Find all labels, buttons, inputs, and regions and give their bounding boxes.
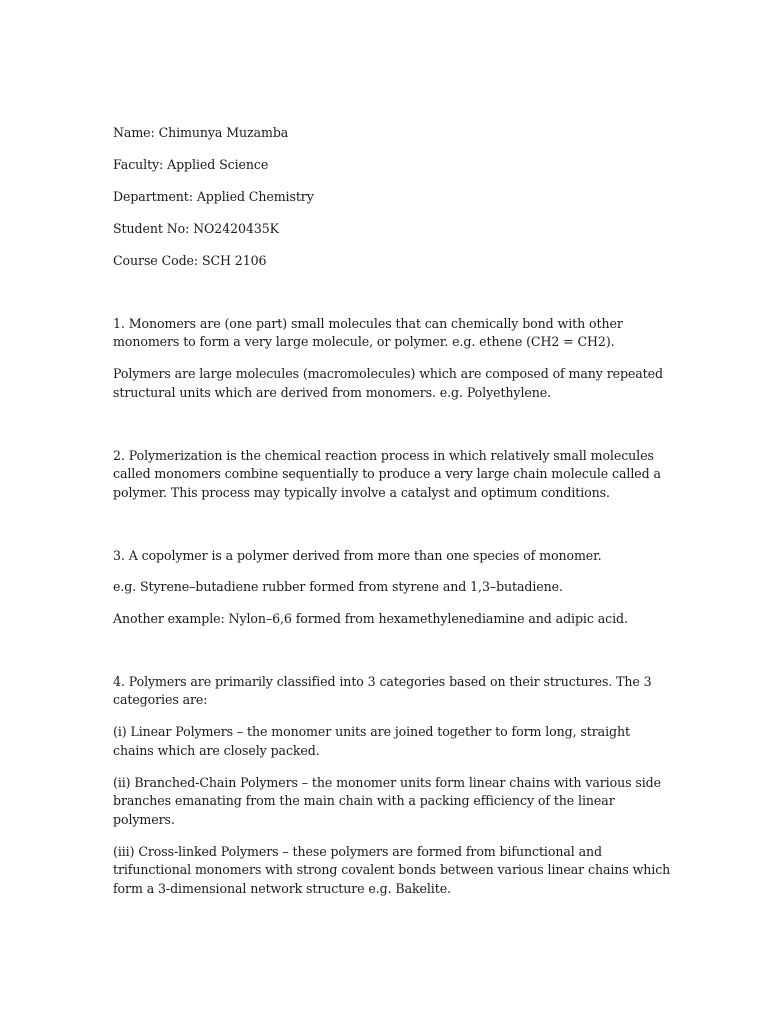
answer-4-section [113, 673, 673, 899]
student-faculty: Faculty: Applied Science [113, 157, 269, 172]
answer-3-example-paragraph: e.g. Styrene–butadiene rubber formed from styrene and 1,3–butadiene. [113, 579, 563, 595]
student-info-block [113, 124, 673, 271]
answer-1-polymers-paragraph: Polymers are large molecules (macromolecules) which are composed of many repeated structural units which are derived from monomers. e.g. Polyethylene. [113, 366, 663, 400]
answer-3-section [113, 547, 673, 629]
answer-2-polymerization-paragraph: 2. Polymerization is the chemical reaction process in which relatively small molecules called monomers combine sequentially to produce a very large chain molecule called a polymer. This process may typically involve a catalyst and optimum conditions. [113, 447, 661, 500]
student-name: Name: Chimunya Muzamba [113, 125, 289, 140]
student-number: Student No: NO2420435K [113, 221, 279, 236]
answer-4-linear-paragraph: (i) Linear Polymers – the monomer units are joined together to form long, straight chains which are closely packed. [113, 724, 630, 758]
answer-4-branched-paragraph: (ii) Branched-Chain Polymers – the monomer units form linear chains with various side branches emanating from the main chain with a packing efficiency of the linear polymers. [113, 774, 661, 827]
answer-1-section [113, 315, 673, 403]
document-body [113, 124, 673, 943]
answer-2-section [113, 447, 673, 503]
answer-1-monomers-paragraph: 1. Monomers are (one part) small molecules that can chemically bond with other monomers to form a very large molecule, or polymer. e.g. ethene (CH2 = CH2). [113, 315, 623, 350]
answer-3-copolymer-paragraph: 3. A copolymer is a polymer derived from more than one species of monomer. [113, 547, 602, 563]
student-department: Department: Applied Chemistry [113, 189, 314, 204]
answer-3-another-example-paragraph: Another example: Nylon–6,6 formed from hexamethylenediamine and adipic acid. [113, 611, 628, 627]
answer-4-crosslinked-paragraph: (iii) Cross-linked Polymers – these polymers are formed from bifunctional and trifunctional monomers with strong covalent bonds between various linear chains which form a 3-dimensional network structure e.g. Bakelite. [113, 843, 671, 897]
course-code: Course Code: SCH 2106 [113, 253, 267, 268]
answer-4-intro-paragraph: 4. Polymers are primarily classified into 3 categories based on their structures. The 3 categories are: [113, 673, 652, 708]
